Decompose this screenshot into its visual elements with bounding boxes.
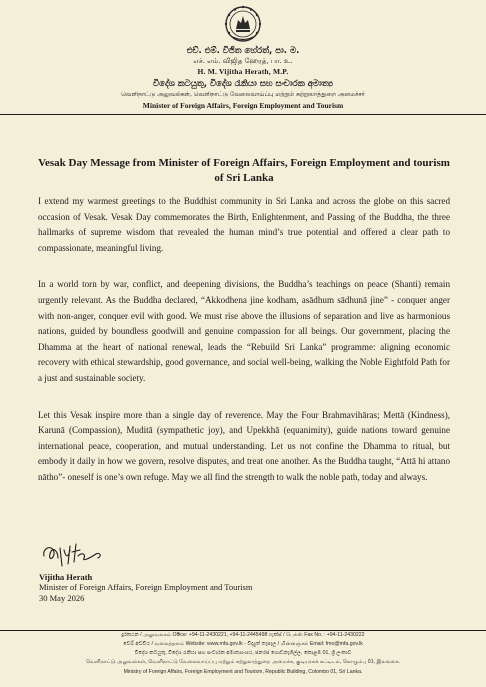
paragraph-peace: In a world torn by war, conflict, and deepening divisions, the Buddha’s teachings on peace (Shanti) remain urgently relevant. As the Buddha declared, “Akkodhena jine kodham, asādhum sādhunā jine” - conquer anger with non-anger, conquer evil with good. We must rise above the illusions of separation and live as harmonious nations, guided by boundless goodwill and genuine compassion for all beings. Our government, placing the Dhamma at the heart of national renewal, leads the “Rebuild Sri Lanka” programme: aligning economic recovery with ethical stewardship, good governance, and social well-being, walking the Noble Eightfold Path for a just and sustainable society. bbox=[38, 279, 450, 383]
message-heading: Vesak Day Message from Minister of Foreign Affairs, Foreign Employment and tourism of Sri Lanka bbox=[38, 157, 450, 184]
paragraph-greeting: I extend my warmest greetings to the Buddhist community in Sri Lanka and across the globe on this sacred occasion of Vesak. Vesak Day commemorates the Birth, Enlightenment, and Passing of the Buddha, the three hallmarks of supreme wisdom that revealed the human mind’s true potential and offered a clear path to compassionate, meaningful living. bbox=[38, 196, 450, 253]
ministry-title-english: Minister of Foreign Affairs, Foreign Employment and Tourism bbox=[142, 101, 344, 110]
signatory-name: Vijitha Herath bbox=[39, 572, 93, 582]
footer-divider bbox=[0, 630, 486, 631]
footer-address-english: Ministry of Foreign Affairs, Foreign Employment and Tourism, Republic Building, Colombo 01, Sri Lanka. bbox=[123, 669, 363, 675]
letter-date: 30 May 2026 bbox=[39, 592, 85, 603]
ministry-title-tamil: வெளிநாட்டு அலுவல்கள், வெளிநாட்டு வேலைவாய்ப்பு மற்றும் சுற்றுலாத்துறை அமைச்சர் bbox=[121, 91, 365, 98]
footer-contact-phone: දුරකථන / அலுவலகம் Office: +94-11-2430221, +94-11-2445498 ෆැක්ස් / பெக்ஸ் Fax No. : +94-11-2430222 bbox=[121, 632, 365, 638]
paragraph-brahmaviharas: Let this Vesak inspire more than a single day of reverence. May the Four Brahmavihāras; Mettā (Kindness), Karunā (Compassion), Muditā (sympathetic joy), and Upekkhā (equanimity), guide nations toward genuine international peace, cooperation, and mutual understanding. Let us not confine the Dhamma to ritual, but embody it daily in how we govern, resolve disputes, and treat one another. As the Buddha taught, “Attā hi attano nātho”- oneself is one’s own refuge. May we all find the strength to walk the noble path, today and always. bbox=[38, 409, 450, 482]
minister-name-tamil: எச். எம். விஜித ஹேரத், பா. உ. bbox=[193, 57, 293, 65]
handwritten-signature bbox=[40, 536, 108, 570]
footer-contact-web: වෙබ් අඩවිය / வலைத்தளம் Website: www.mfa.gov.lk - විද්‍යුත් තැපෑල / மின்னஞ்சல் Email: fmo@mfa.gov.lk bbox=[123, 641, 363, 647]
minister-name-sinhala: එච්. එම්. විජිත හේරත්, පා. ම. bbox=[186, 46, 300, 56]
message-body bbox=[38, 194, 450, 486]
signature-block bbox=[39, 572, 252, 603]
ministry-title-sinhala: විදේශ කටයුතු, විදේශ රැකියා සහ සංචාරක අමාත්‍ය bbox=[153, 79, 333, 89]
footer-address-tamil: வெளிநாட்டு அலுவல்கள், வெளிநாட்டு வேலைவாய்ப்பு மற்றும் சுற்றுலாத்துறை அமைச்சு, குடியரசுக் கட்டிடம், கொழும்பு 01, இலங்கை. bbox=[85, 659, 401, 665]
letterhead-divider bbox=[0, 114, 486, 115]
minister-name-english: H. M. Vijitha Herath, M.P. bbox=[197, 67, 289, 76]
signatory-title: Minister of Foreign Affairs, Foreign Employment and Tourism bbox=[39, 582, 253, 593]
footer-address-sinhala: විදේශ කටයුතු, විදේශ රැකියා සහ සංචාරක අමාත්‍යාංශය, ජනරජ ගොඩනැගිල්ල, කොළඹ 01, ශ්‍රී ලංකාව bbox=[134, 650, 352, 656]
state-emblem-icon bbox=[222, 4, 264, 44]
